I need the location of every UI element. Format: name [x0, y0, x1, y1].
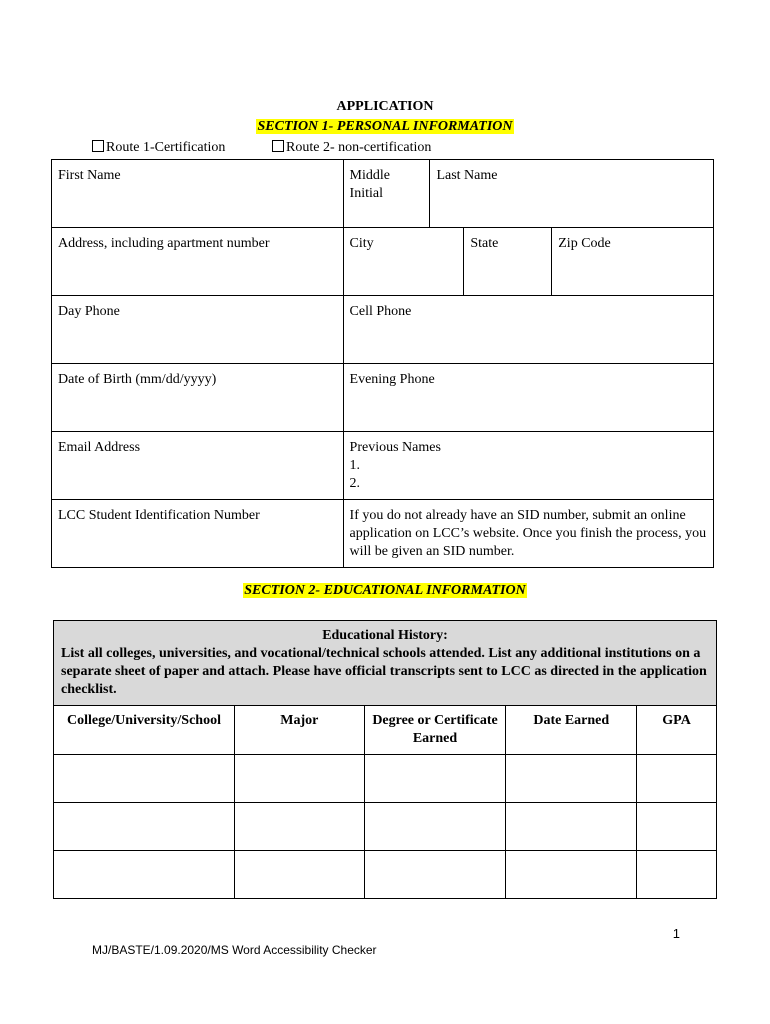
evening-phone-field[interactable]: Evening Phone [343, 364, 713, 432]
name-row [52, 160, 714, 228]
table-row [54, 803, 717, 851]
previous-names-label: Previous Names [349, 440, 441, 455]
sid-row [52, 500, 714, 568]
first-name-field[interactable]: First Name [52, 160, 344, 228]
initial-label: Initial [349, 186, 383, 201]
dob-field[interactable]: Date of Birth (mm/dd/yyyy) [52, 364, 344, 432]
address-row [52, 228, 714, 296]
degree-cell[interactable] [364, 755, 506, 803]
sid-field[interactable]: LCC Student Identification Number [52, 500, 344, 568]
date-earned-cell[interactable] [506, 851, 637, 899]
education-history-title: Educational History: [322, 628, 448, 643]
gpa-cell[interactable] [637, 851, 717, 899]
education-table [53, 620, 717, 899]
city-field[interactable]: City [343, 228, 464, 296]
degree-cell[interactable] [364, 803, 506, 851]
gpa-cell[interactable] [637, 755, 717, 803]
route-1-checkbox[interactable] [92, 140, 104, 152]
date-earned-cell[interactable] [506, 803, 637, 851]
previous-names-field[interactable] [343, 432, 713, 500]
personal-info-table [51, 159, 714, 568]
page-number: 1 [672, 926, 680, 941]
email-row [52, 432, 714, 500]
table-row [54, 851, 717, 899]
previous-name-1: 1. [349, 458, 361, 473]
education-header-row [54, 621, 717, 706]
major-cell[interactable] [234, 851, 364, 899]
major-cell[interactable] [234, 755, 364, 803]
column-gpa: GPA [637, 706, 717, 755]
zip-field[interactable]: Zip Code [552, 228, 714, 296]
school-cell[interactable] [54, 755, 235, 803]
school-cell[interactable] [54, 803, 235, 851]
gpa-cell[interactable] [637, 803, 717, 851]
route-1-label: Route 1-Certification [106, 140, 226, 155]
route-2-label: Route 2- non-certification [286, 140, 432, 155]
phone-row [52, 296, 714, 364]
education-columns-row [54, 706, 717, 755]
state-field[interactable]: State [464, 228, 552, 296]
education-history-text: List all colleges, universities, and vocational/technical schools attended. List any additional institutions on a separate sheet of paper and attach. Please have official transcripts sent to LCC as directed in the application checklist. [61, 646, 707, 697]
email-field[interactable]: Email Address [52, 432, 344, 500]
day-phone-field[interactable]: Day Phone [52, 296, 344, 364]
route-2-checkbox[interactable] [272, 140, 284, 152]
route-2-option[interactable] [272, 140, 431, 156]
section-1-heading [0, 119, 770, 135]
footer-text: MJ/BASTE/1.09.2020/MS Word Accessibility Checker [92, 943, 377, 957]
cell-phone-field[interactable]: Cell Phone [343, 296, 713, 364]
education-history-box [54, 621, 717, 706]
column-major: Major [234, 706, 364, 755]
previous-name-2: 2. [349, 476, 361, 491]
section-2-heading [0, 583, 770, 599]
column-degree: Degree or Certificate Earned [364, 706, 506, 755]
page-title: APPLICATION [336, 99, 434, 114]
middle-label: Middle [349, 168, 390, 183]
dob-row [52, 364, 714, 432]
section-2-label: SECTION 2- EDUCATIONAL INFORMATION [244, 583, 526, 598]
section-1-label: SECTION 1- PERSONAL INFORMATION [257, 119, 513, 134]
major-cell[interactable] [234, 803, 364, 851]
last-name-field[interactable]: Last Name [430, 160, 714, 228]
date-earned-cell[interactable] [506, 755, 637, 803]
table-row [54, 755, 717, 803]
route-1-option[interactable] [92, 140, 225, 155]
school-cell[interactable] [54, 851, 235, 899]
sid-note: If you do not already have an SID number, submit an online application on LCC’s website. Once you finish the process, you will be given an SID number. [343, 500, 713, 568]
column-school: College/University/School [54, 706, 235, 755]
degree-cell[interactable] [364, 851, 506, 899]
middle-initial-field[interactable] [343, 160, 430, 228]
column-date-earned: Date Earned [506, 706, 637, 755]
address-field[interactable]: Address, including apartment number [52, 228, 344, 296]
route-options [92, 140, 432, 156]
